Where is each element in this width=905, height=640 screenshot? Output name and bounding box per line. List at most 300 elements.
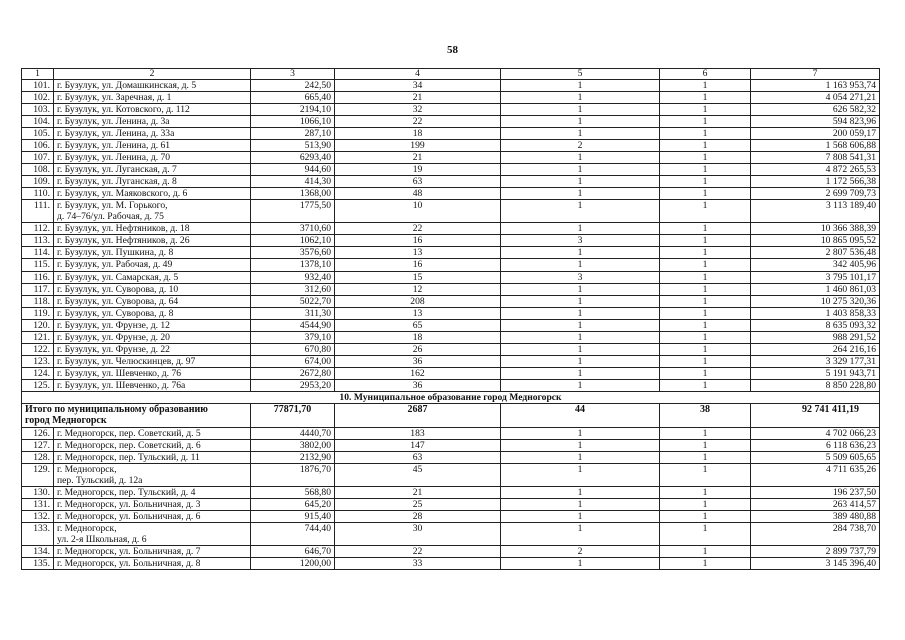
row-col6: 1 (660, 80, 751, 92)
row-number: 126. (22, 427, 54, 439)
address-line: г. Медногорск, ул. Больничная, д. 7 (57, 546, 201, 558)
row-area: 242,50 (251, 80, 335, 92)
row-address (54, 523, 251, 546)
address-line: г. Медногорск, пер. Советский, д. 6 (57, 439, 201, 451)
row-col6: 1 (660, 164, 751, 176)
total-col6: 38 (660, 403, 751, 427)
row-col5: 1 (501, 259, 660, 271)
row-col6: 1 (660, 295, 751, 307)
address-line: г. Бузулук, ул. Челюскинцев, д. 97 (57, 355, 196, 367)
row-number: 112. (22, 223, 54, 235)
buzuluk-rows (22, 80, 880, 392)
row-cost: 342 405,96 (751, 259, 880, 271)
address-line: г. Медногорск, ул. Больничная, д. 3 (57, 499, 201, 511)
row-number: 125. (22, 379, 54, 391)
table-row (22, 439, 880, 451)
row-number: 124. (22, 367, 54, 379)
row-cost: 3 113 189,40 (751, 200, 880, 223)
row-col4: 18 (335, 128, 501, 140)
row-cost: 988 291,52 (751, 331, 880, 343)
row-area: 3576,60 (251, 247, 335, 259)
row-area: 674,00 (251, 355, 335, 367)
row-col5: 1 (501, 523, 660, 546)
table-row (22, 271, 880, 283)
row-col4: 22 (335, 546, 501, 558)
row-address (54, 140, 251, 152)
row-col4: 15 (335, 271, 501, 283)
row-number: 135. (22, 558, 54, 570)
table-row (22, 259, 880, 271)
row-address (54, 283, 251, 295)
row-area: 4544,90 (251, 319, 335, 331)
row-col5: 1 (501, 128, 660, 140)
column-header: 1 (22, 69, 54, 80)
address-line: г. Бузулук, ул. Суворова, д. 10 (57, 283, 179, 295)
row-col6: 1 (660, 546, 751, 558)
row-cost: 196 237,50 (751, 487, 880, 499)
row-col4: 13 (335, 247, 501, 259)
row-area: 1876,70 (251, 463, 335, 486)
row-address (54, 152, 251, 164)
row-col4: 36 (335, 355, 501, 367)
row-col6: 1 (660, 307, 751, 319)
column-number-row (22, 69, 880, 80)
row-col5: 1 (501, 343, 660, 355)
row-number: 102. (22, 92, 54, 104)
row-col5: 1 (501, 80, 660, 92)
row-col5: 1 (501, 307, 660, 319)
row-number: 131. (22, 499, 54, 511)
table-row (22, 80, 880, 92)
row-col4: 32 (335, 104, 501, 116)
row-address (54, 463, 251, 486)
row-address (54, 104, 251, 116)
row-col5: 1 (501, 152, 660, 164)
address-line: г. Бузулук, ул. Заречная, д. 1 (57, 92, 172, 104)
row-col4: 10 (335, 200, 501, 223)
table-row (22, 176, 880, 188)
row-area: 2194,10 (251, 104, 335, 116)
row-number: 105. (22, 128, 54, 140)
row-address (54, 546, 251, 558)
mednogorsk-section (22, 391, 880, 427)
row-number: 118. (22, 295, 54, 307)
row-col4: 26 (335, 343, 501, 355)
row-area: 513,90 (251, 140, 335, 152)
total-label-line: Итого по муниципальному образованию (25, 403, 208, 415)
row-area: 645,20 (251, 499, 335, 511)
row-col6: 1 (660, 128, 751, 140)
row-col4: 16 (335, 235, 501, 247)
row-area: 1775,50 (251, 200, 335, 223)
row-cost: 3 795 101,17 (751, 271, 880, 283)
address-line: г. Бузулук, ул. Нефтяников, д. 18 (57, 223, 190, 235)
row-col5: 2 (501, 140, 660, 152)
row-cost: 4 054 271,21 (751, 92, 880, 104)
address-line: д. 74–76/ул. Рабочая, д. 75 (57, 211, 164, 223)
row-col6: 1 (660, 427, 751, 439)
row-number: 133. (22, 523, 54, 546)
row-area: 1368,00 (251, 188, 335, 200)
address-line: г. Бузулук, ул. Маяковского, д. 6 (57, 188, 188, 200)
column-header: 3 (251, 69, 335, 80)
table-row (22, 164, 880, 176)
row-col5: 1 (501, 451, 660, 463)
row-col4: 25 (335, 499, 501, 511)
row-col4: 12 (335, 283, 501, 295)
table-row (22, 355, 880, 367)
table-row (22, 247, 880, 259)
row-address (54, 427, 251, 439)
table-row (22, 104, 880, 116)
address-line: г. Медногорск, ул. Больничная, д. 6 (57, 511, 201, 523)
row-cost: 10 865 095,52 (751, 235, 880, 247)
row-col6: 1 (660, 379, 751, 391)
table-row (22, 223, 880, 235)
row-number: 114. (22, 247, 54, 259)
address-line: г. Бузулук, ул. Ленина, д. 70 (57, 152, 171, 164)
row-cost: 6 118 636,23 (751, 439, 880, 451)
row-address (54, 451, 251, 463)
row-col4: 13 (335, 307, 501, 319)
row-cost: 2 899 737,79 (751, 546, 880, 558)
row-area: 311,30 (251, 307, 335, 319)
table-row (22, 451, 880, 463)
row-col4: 21 (335, 152, 501, 164)
row-area: 3710,60 (251, 223, 335, 235)
page-number: 58 (447, 44, 458, 56)
row-address (54, 379, 251, 391)
row-number: 113. (22, 235, 54, 247)
table-row (22, 487, 880, 499)
row-cost: 5 509 605,65 (751, 451, 880, 463)
row-area: 1200,00 (251, 558, 335, 570)
row-area: 915,40 (251, 511, 335, 523)
row-col6: 1 (660, 463, 751, 486)
row-col6: 1 (660, 451, 751, 463)
row-col6: 1 (660, 283, 751, 295)
row-col5: 1 (501, 92, 660, 104)
row-address (54, 319, 251, 331)
row-address (54, 235, 251, 247)
column-header: 2 (54, 69, 251, 80)
row-cost: 3 329 177,31 (751, 355, 880, 367)
row-col4: 19 (335, 164, 501, 176)
row-col6: 1 (660, 319, 751, 331)
table-row (22, 116, 880, 128)
address-line: г. Бузулук, ул. Шевченко, д. 76а (57, 379, 186, 391)
row-col4: 183 (335, 427, 501, 439)
total-area: 77871,70 (251, 403, 335, 427)
row-area: 568,80 (251, 487, 335, 499)
row-col4: 21 (335, 487, 501, 499)
row-cost: 7 808 541,31 (751, 152, 880, 164)
row-col4: 65 (335, 319, 501, 331)
row-cost: 10 366 388,39 (751, 223, 880, 235)
row-number: 127. (22, 439, 54, 451)
row-number: 134. (22, 546, 54, 558)
row-address (54, 223, 251, 235)
row-col6: 1 (660, 116, 751, 128)
row-address (54, 487, 251, 499)
row-address (54, 439, 251, 451)
row-address (54, 355, 251, 367)
row-col4: 18 (335, 331, 501, 343)
total-row (22, 403, 880, 427)
table-row (22, 558, 880, 570)
column-header: 6 (660, 69, 751, 80)
address-line: г. Бузулук, ул. Ленина, д. 33а (57, 128, 175, 140)
total-label (22, 403, 251, 427)
row-col5: 1 (501, 331, 660, 343)
row-col5: 2 (501, 546, 660, 558)
row-col4: 208 (335, 295, 501, 307)
column-header: 7 (751, 69, 880, 80)
row-number: 116. (22, 271, 54, 283)
row-area: 2953,20 (251, 379, 335, 391)
row-number: 110. (22, 188, 54, 200)
row-col5: 3 (501, 235, 660, 247)
table-row (22, 523, 880, 546)
row-cost: 284 738,70 (751, 523, 880, 546)
address-line: пер. Тульский, д. 12а (57, 474, 143, 486)
table-row (22, 463, 880, 486)
row-cost: 2 807 536,48 (751, 247, 880, 259)
row-col6: 1 (660, 343, 751, 355)
row-address (54, 116, 251, 128)
address-line: г. Медногорск, пер. Тульский, д. 4 (57, 487, 196, 498)
table-row (22, 511, 880, 523)
row-number: 121. (22, 331, 54, 343)
row-area: 1066,10 (251, 116, 335, 128)
row-cost: 4 702 066,23 (751, 427, 880, 439)
row-cost: 10 275 320,36 (751, 295, 880, 307)
row-cost: 1 460 861,03 (751, 283, 880, 295)
row-col4: 21 (335, 92, 501, 104)
row-col5: 1 (501, 319, 660, 331)
address-line: г. Бузулук, ул. Фрунзе, д. 20 (57, 331, 170, 343)
row-col6: 1 (660, 152, 751, 164)
row-col6: 1 (660, 271, 751, 283)
table-row (22, 283, 880, 295)
row-col5: 1 (501, 104, 660, 116)
row-col6: 1 (660, 235, 751, 247)
row-area: 944,60 (251, 164, 335, 176)
table-row (22, 499, 880, 511)
row-col6: 1 (660, 176, 751, 188)
row-col4: 63 (335, 176, 501, 188)
row-address (54, 331, 251, 343)
row-address (54, 558, 251, 570)
row-col4: 147 (335, 439, 501, 451)
address-line: г. Бузулук, ул. Рабочая, д. 49 (57, 259, 173, 271)
row-col4: 45 (335, 463, 501, 486)
address-line: г. Медногорск, пер. Тульский, д. 11 (57, 451, 200, 463)
row-number: 122. (22, 343, 54, 355)
row-address (54, 499, 251, 511)
row-cost: 8 635 093,32 (751, 319, 880, 331)
row-area: 4440,70 (251, 427, 335, 439)
row-col6: 1 (660, 331, 751, 343)
row-area: 5022,70 (251, 295, 335, 307)
table-row (22, 367, 880, 379)
row-col5: 3 (501, 271, 660, 283)
row-area: 665,40 (251, 92, 335, 104)
table-row (22, 307, 880, 319)
row-col4: 36 (335, 379, 501, 391)
row-col5: 1 (501, 355, 660, 367)
row-number: 106. (22, 140, 54, 152)
address-line: г. Бузулук, ул. Пушкина, д. 8 (57, 247, 174, 259)
row-cost: 626 582,32 (751, 104, 880, 116)
row-col6: 1 (660, 439, 751, 451)
row-col5: 1 (501, 176, 660, 188)
row-col6: 1 (660, 259, 751, 271)
table-row (22, 546, 880, 558)
row-col5: 1 (501, 223, 660, 235)
row-cost: 200 059,17 (751, 128, 880, 140)
address-line: г. Бузулук, ул. Фрунзе, д. 12 (57, 319, 170, 331)
row-cost: 4 711 635,26 (751, 463, 880, 486)
row-number: 109. (22, 176, 54, 188)
address-line: г. Бузулук, ул. Луганская, д. 7 (57, 164, 177, 176)
row-col4: 162 (335, 367, 501, 379)
row-col5: 1 (501, 463, 660, 486)
row-col6: 1 (660, 487, 751, 499)
row-address (54, 92, 251, 104)
table-row (22, 235, 880, 247)
row-col5: 1 (501, 200, 660, 223)
total-cost: 92 741 411,19 (751, 403, 880, 427)
address-line: г. Бузулук, ул. Шевченко, д. 76 (57, 367, 182, 379)
row-col5: 1 (501, 295, 660, 307)
row-col4: 48 (335, 188, 501, 200)
row-cost: 264 216,16 (751, 343, 880, 355)
row-number: 111. (22, 200, 54, 223)
table-row (22, 319, 880, 331)
row-area: 1378,10 (251, 259, 335, 271)
row-col6: 1 (660, 367, 751, 379)
row-cost: 389 480,88 (751, 511, 880, 523)
row-address (54, 367, 251, 379)
address-line: г. Бузулук, ул. Нефтяников, д. 26 (57, 235, 190, 247)
row-address (54, 307, 251, 319)
row-number: 103. (22, 104, 54, 116)
row-area: 414,30 (251, 176, 335, 188)
row-cost: 3 145 396,40 (751, 558, 880, 570)
row-cost: 594 823,96 (751, 116, 880, 128)
row-address (54, 259, 251, 271)
row-area: 646,70 (251, 546, 335, 558)
row-area: 670,80 (251, 343, 335, 355)
housing-register-table (21, 68, 880, 570)
row-address (54, 80, 251, 92)
row-number: 101. (22, 80, 54, 92)
row-col6: 1 (660, 499, 751, 511)
row-col4: 22 (335, 116, 501, 128)
table-row (22, 427, 880, 439)
address-line: г. Бузулук, ул. Ленина, д. 3а (57, 116, 170, 128)
row-col6: 1 (660, 223, 751, 235)
row-col6: 1 (660, 140, 751, 152)
row-cost: 4 872 265,53 (751, 164, 880, 176)
address-line: г. Медногорск, пер. Советский, д. 5 (57, 427, 201, 439)
address-line: ул. 2-я Школьная, д. 6 (57, 534, 147, 546)
row-area: 1062,10 (251, 235, 335, 247)
row-area: 312,60 (251, 283, 335, 295)
row-col5: 1 (501, 558, 660, 570)
row-col5: 1 (501, 379, 660, 391)
row-number: 115. (22, 259, 54, 271)
row-area: 6293,40 (251, 152, 335, 164)
row-cost: 263 414,57 (751, 499, 880, 511)
row-address (54, 295, 251, 307)
row-col5: 1 (501, 116, 660, 128)
row-col5: 1 (501, 188, 660, 200)
table-row (22, 200, 880, 223)
column-header: 5 (501, 69, 660, 80)
row-col5: 1 (501, 283, 660, 295)
table-row (22, 379, 880, 391)
address-line: г. Бузулук, ул. Домашкинская, д. 5 (57, 80, 197, 91)
row-col6: 1 (660, 523, 751, 546)
row-col6: 1 (660, 104, 751, 116)
row-number: 108. (22, 164, 54, 176)
row-area: 379,10 (251, 331, 335, 343)
row-col5: 1 (501, 427, 660, 439)
row-col5: 1 (501, 247, 660, 259)
row-col6: 1 (660, 511, 751, 523)
row-address (54, 511, 251, 523)
table-row (22, 295, 880, 307)
row-area: 2672,80 (251, 367, 335, 379)
row-col4: 28 (335, 511, 501, 523)
section-heading-row (22, 391, 880, 403)
total-col4: 2687 (335, 403, 501, 427)
row-col5: 1 (501, 487, 660, 499)
row-number: 120. (22, 319, 54, 331)
row-number: 104. (22, 116, 54, 128)
table-row (22, 140, 880, 152)
row-col4: 30 (335, 523, 501, 546)
row-col4: 22 (335, 223, 501, 235)
row-area: 932,40 (251, 271, 335, 283)
row-number: 119. (22, 307, 54, 319)
row-address (54, 164, 251, 176)
row-cost: 5 191 943,71 (751, 367, 880, 379)
row-number: 129. (22, 463, 54, 486)
row-col4: 199 (335, 140, 501, 152)
row-col6: 1 (660, 200, 751, 223)
table-row (22, 92, 880, 104)
row-number: 123. (22, 355, 54, 367)
row-cost: 2 699 709,73 (751, 188, 880, 200)
row-col4: 34 (335, 80, 501, 92)
row-address (54, 247, 251, 259)
row-col5: 1 (501, 499, 660, 511)
row-col5: 1 (501, 439, 660, 451)
row-address (54, 176, 251, 188)
column-header: 4 (335, 69, 501, 80)
row-address (54, 200, 251, 223)
total-col5: 44 (501, 403, 660, 427)
row-col4: 16 (335, 259, 501, 271)
row-col6: 1 (660, 247, 751, 259)
row-area: 287,10 (251, 128, 335, 140)
total-label-line: город Медногорск (25, 415, 107, 427)
table-row (22, 188, 880, 200)
address-line: г. Медногорск, (57, 463, 117, 475)
